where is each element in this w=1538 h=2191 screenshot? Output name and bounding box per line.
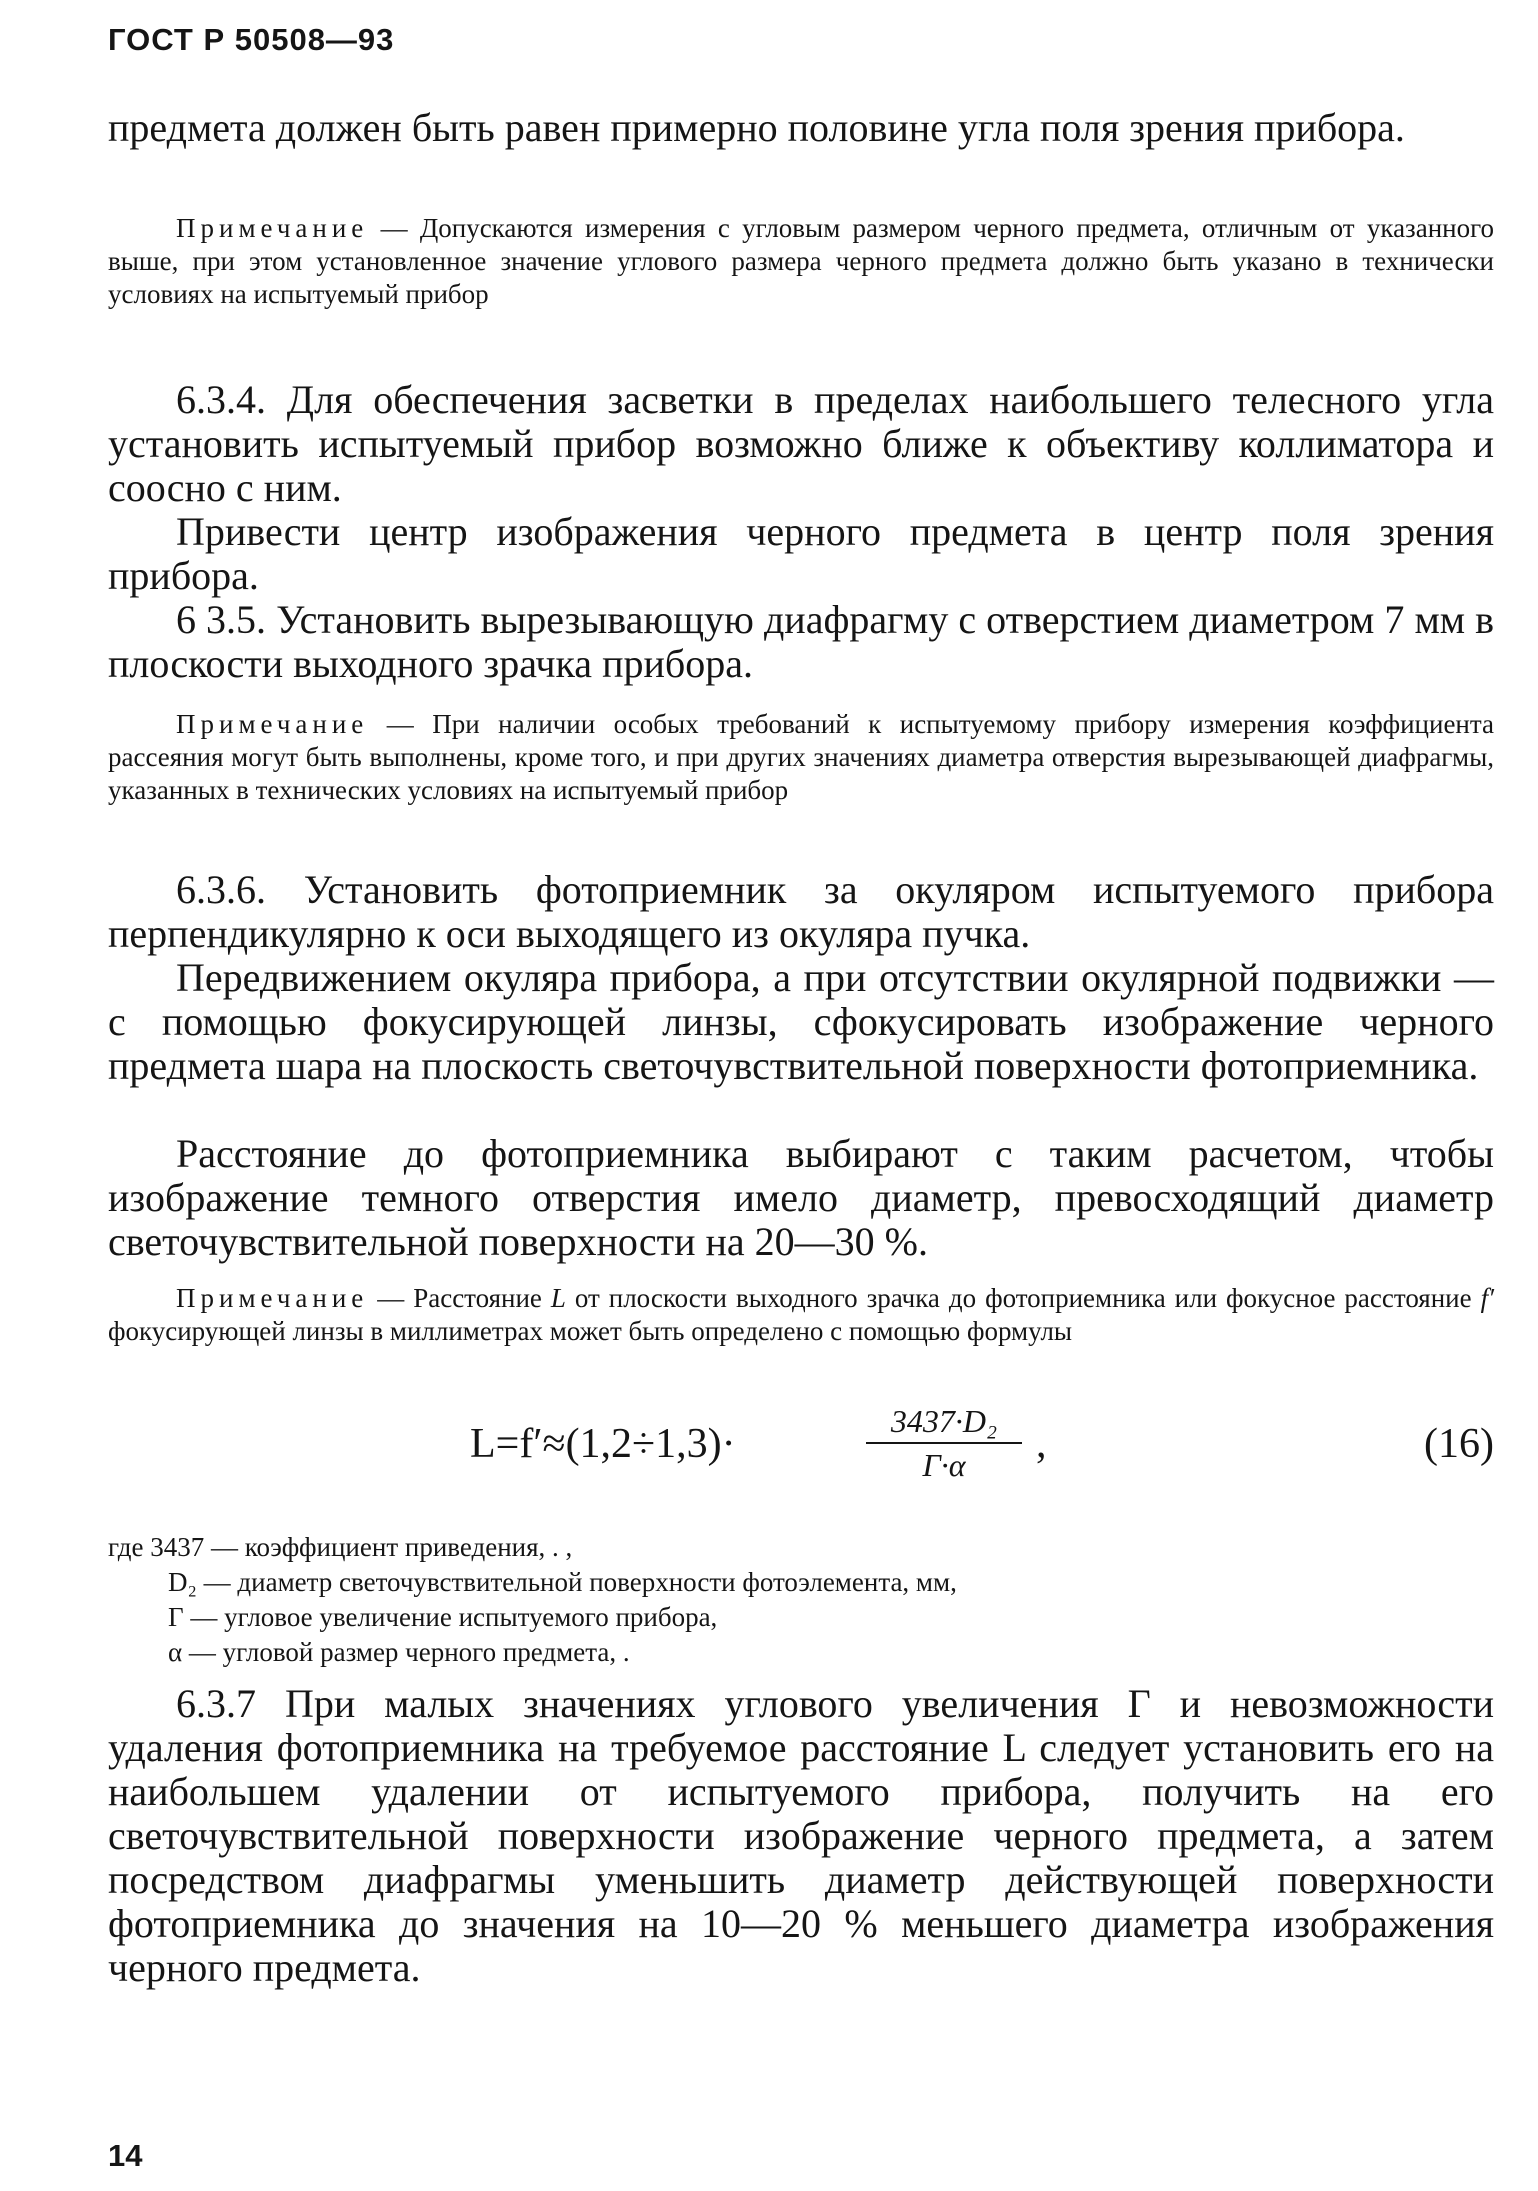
note-text-a: — Расстояние	[368, 1283, 551, 1313]
note-3	[108, 1282, 1494, 1348]
paragraph-6-3-5: 6 3.5. Установить вырезывающую диафрагму с отверстием диаметром 7 мм в плоскости выходного зрачка прибора.	[108, 597, 1494, 686]
note-text: — Допускаются измерения с угловым размером черного предмета, отличным от указанного выше, при этом установленное значение углового размера черного предмета должно быть указано в технически условиях на испытуемый прибор	[108, 213, 1494, 309]
note-text: — При наличии особых требований к испытуемому прибору измерения коэффициента рассеяния могут быть выполнены, кроме того, и при других значениях диаметра отверстия вырезывающей диафрагмы, указанных в технических условиях на испытуемый прибор	[108, 709, 1494, 805]
note-label: Примечание	[176, 213, 369, 243]
note-var-f: f′	[1480, 1283, 1494, 1313]
note-2	[108, 708, 1494, 807]
note-text-c: фокусирующей линзы в миллиметрах может быть определено с помощью формулы	[108, 1316, 1073, 1346]
page-header: ГОСТ Р 50508—93	[108, 22, 395, 57]
legend-row: α — угловой размер черного предмета, .	[168, 1637, 630, 1667]
formula-numerator: 3437·D₂	[890, 1403, 998, 1439]
formula-denominator: Г·α	[922, 1447, 966, 1483]
paragraph-6-3-7: 6.3.7 При малых значениях углового увеличения Г и невозможности удаления фотоприемника на требуемое расстояние L следует установить его на наибольшем удалении от испытуемого прибора, получить на его светочувствительной поверхности изображение черного предмета, а затем посредством диафрагмы уменьшить диаметр действующей поверхности фотоприемника до значения на 10—20 % меньшего диаметра изображения черного предмета.	[108, 1681, 1494, 1990]
note-text-b: от плоскости выходного зрачка до фотоприемника или фокусное расстояние	[565, 1283, 1481, 1313]
paragraph-continuation: предмета должен быть равен примерно половине угла поля зрения прибора.	[108, 105, 1405, 150]
note-var-l: L	[550, 1283, 566, 1313]
page-number: 14	[108, 2138, 143, 2173]
paragraph-6-3-6-c: Расстояние до фотоприемника выбирают с таким расчетом, чтобы изображение темного отверстия имело диаметр, превосходящий диаметр светочувствительной поверхности на 20—30 %.	[108, 1131, 1494, 1264]
paragraph-6-3-4-b: Привести центр изображения черного предмета в центр поля зрения прибора.	[108, 509, 1494, 598]
fraction-bar	[866, 1442, 1022, 1444]
note-label: Примечание	[176, 709, 369, 739]
note-label: Примечание	[176, 1283, 369, 1313]
legend-row: где 3437 — коэффициент приведения, . ,	[108, 1532, 573, 1562]
legend-row: D₂ — диаметр светочувствительной поверхности фотоэлемента, мм,	[168, 1567, 957, 1597]
formula-legend	[108, 1530, 1408, 1670]
formula-lhs: L=f′≈(1,2÷1,3)·	[470, 1421, 736, 1467]
formula-fraction	[866, 1402, 1022, 1484]
formula-16	[470, 1402, 1494, 1492]
paragraph-6-3-4: 6.3.4. Для обеспечения засветки в пределах наибольшего телесного угла установить испытуемый прибор возможно ближе к объективу коллиматора и соосно с ним.	[108, 377, 1494, 510]
note-1	[108, 212, 1494, 311]
formula-comma: ,	[1036, 1421, 1047, 1467]
paragraph-6-3-6: 6.3.6. Установить фотоприемник за окуляром испытуемого прибора перпендикулярно к оси выходящего из окуляра пучка.	[108, 867, 1494, 956]
paragraph-6-3-6-b: Передвижением окуляра прибора, а при отсутствии окулярной подвижки — с помощью фокусирующей линзы, сфокусировать изображение черного предмета шара на плоскость светочувствительной поверхности фотоприемника.	[108, 955, 1494, 1088]
legend-row: Г — угловое увеличение испытуемого прибора,	[168, 1602, 718, 1632]
equation-number: (16)	[1424, 1421, 1494, 1467]
